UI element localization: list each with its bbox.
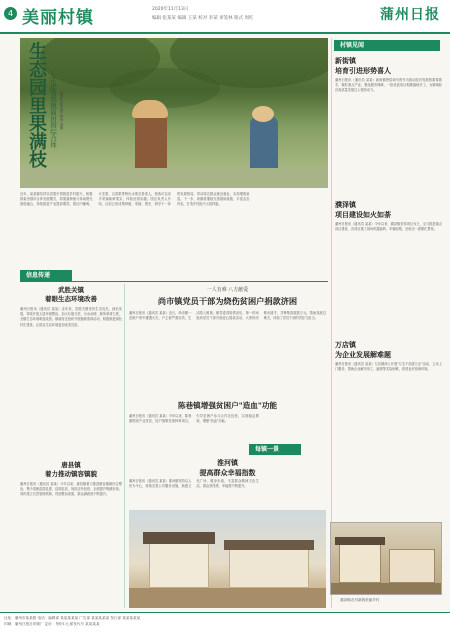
story-title: 武胜关镇 着眼生态环境改善 bbox=[45, 286, 97, 303]
story-title: 濮泽镇 项目建设如火如荼 bbox=[335, 200, 391, 219]
photo-caption: 濮泽镇农村新貌美丽乡村 bbox=[340, 598, 380, 602]
story-title: 唐县镇 着力推动镇容镇貌 bbox=[45, 461, 97, 478]
editor-line: 编辑 张某某 编辑 王某 校对 李某 审签林 版式 周红 bbox=[152, 16, 254, 21]
right-header: 村镇见闻 bbox=[334, 40, 440, 51]
page-number: 4 bbox=[4, 7, 17, 20]
story-title: 尚市镇党员干部为烧伤贫困户捐款济困 bbox=[157, 296, 298, 306]
story-body: 蒲州日报讯（通讯员 某某）新街镇把招商引资作为推动经济发展的重要抓手，紧盯重点产业，强化服务保障，一批优质项目相继落地开工，为镇域经济高质量发展注入强劲动力。 bbox=[335, 78, 442, 93]
feature-photo bbox=[20, 38, 328, 188]
weekly-story bbox=[129, 458, 326, 509]
section-title: 美丽村镇 bbox=[22, 8, 94, 28]
weekly-header: 每镇一景 bbox=[249, 444, 301, 455]
footer-line: 社址：蒲州市某某路 电话：编辑部 某某某某某 广告部 某某某某某 发行部 某某某某某 bbox=[4, 616, 141, 620]
story-kicker: 一人有难 八方献爱 bbox=[206, 287, 249, 293]
paper-name: 蒲州日报 bbox=[380, 7, 440, 23]
story-body: 蒲州日报讯（通讯员 某某）近年来，武胜关镇坚持生态优先、绿色发展，持续开展人居环境整治，加大垃圾分类、污水治理、厕所革命力度，全镇生态环境明显改善。镇政府还组织开展植树造林活动，积极推进绿色村庄建设，让群众生活环境更加优美宜居。 bbox=[20, 307, 122, 327]
story-title: 新街镇 培育引进形势喜人 bbox=[335, 56, 391, 75]
photo-credit: 蒲州日报记者 杨某 某摄 bbox=[60, 92, 64, 130]
village-photo bbox=[129, 510, 326, 608]
center-story bbox=[129, 286, 326, 395]
feature-subtitle: —走进南郊镇面田园综合体 bbox=[49, 70, 57, 148]
footer-line: 印刷：蒲州日报社印刷厂 定价：每份1元 邮发代号 某某某某 bbox=[4, 622, 100, 626]
feature-title: 生态园里果满枝 bbox=[26, 42, 47, 168]
feature-body: 近年，某某镇坚持以党建引领推进乡村振兴，积极探索田园综合体发展模式，将果蔬种植与休闲观光深度融合，持续推进产业提质增效。园区内葡萄、火龙果、百香果等特色水果长势喜人，游客可以亲手采摘新鲜果实，体验田园乐趣。园区负责人介绍，目前已形成集种植、采摘、观光、研学于一体的发展格局，带动周边群众就近就业，实现增收致富。下一步，该镇将继续完善基础设施，丰富业态内容，打造乡村振兴示范样板。 bbox=[20, 192, 250, 207]
footer bbox=[0, 612, 450, 640]
story-title: 万店镇 为企业发展解难题 bbox=[335, 340, 391, 359]
story-body: 蒲州日报讯（通讯员 某某）近日，尚市镇一贫困户家中遭遇火灾，户主被严重烧伤，生活陷入困境。镇党委得知情况后，第一时间组织党员干部开展爱心捐款活动，大家纷纷伸出援手，共筹集善款数万元，帮助其渡过难关，体现了党员干部的责任与担当。 bbox=[129, 311, 326, 321]
left-column bbox=[20, 284, 122, 609]
story-body: 蒲州日报讯（通讯员 某某）今年以来，唐县镇着力推进镇容镇貌综合整治，集中清理乱搭乱建、乱堆乱放，规范店外经营，全面提升集镇形象。同时建立长效管理机制，巩固整治成果，群众满意度不断提升。 bbox=[20, 482, 122, 497]
story-body: 蒲州日报讯（通讯员 某某）万店镇深入开展"万名干部进万企"活动，主动上门服务，帮助企业解决用工、融资等实际困难，营造良好营商环境。 bbox=[335, 362, 442, 372]
date-line: 2020年11月13日 bbox=[152, 7, 189, 12]
right-column bbox=[335, 56, 442, 518]
masthead bbox=[0, 0, 450, 34]
story-title: 淮河镇 提高群众幸福指数 bbox=[199, 458, 256, 477]
story-body: 蒲州日报讯（通讯员 某某）今年以来，濮泽镇坚持项目为王，全力推进重点项目建设，各项目施工现场机器轰鸣、车辆穿梭，呈现出一派繁忙景象。 bbox=[335, 222, 442, 232]
story-body: 蒲州日报讯（通讯员 某某）淮河镇坚持以人民为中心，持续完善公共服务设施，新建文化广场、健身步道，丰富群众精神文化生活，群众获得感、幸福感不断提升。 bbox=[129, 479, 259, 489]
info-header: 信息传递 bbox=[20, 270, 72, 281]
story-body: 蒲州日报讯（通讯员 某某）今年以来，陈巷镇围绕产业扶贫，因户施策发展种养项目，引导贫困户参与合作社经营，实现稳定增收，增强"造血"功能。 bbox=[129, 414, 259, 424]
story-title: 陈巷镇增强贫困户"造血"功能 bbox=[177, 401, 278, 410]
right-photo bbox=[330, 522, 442, 595]
